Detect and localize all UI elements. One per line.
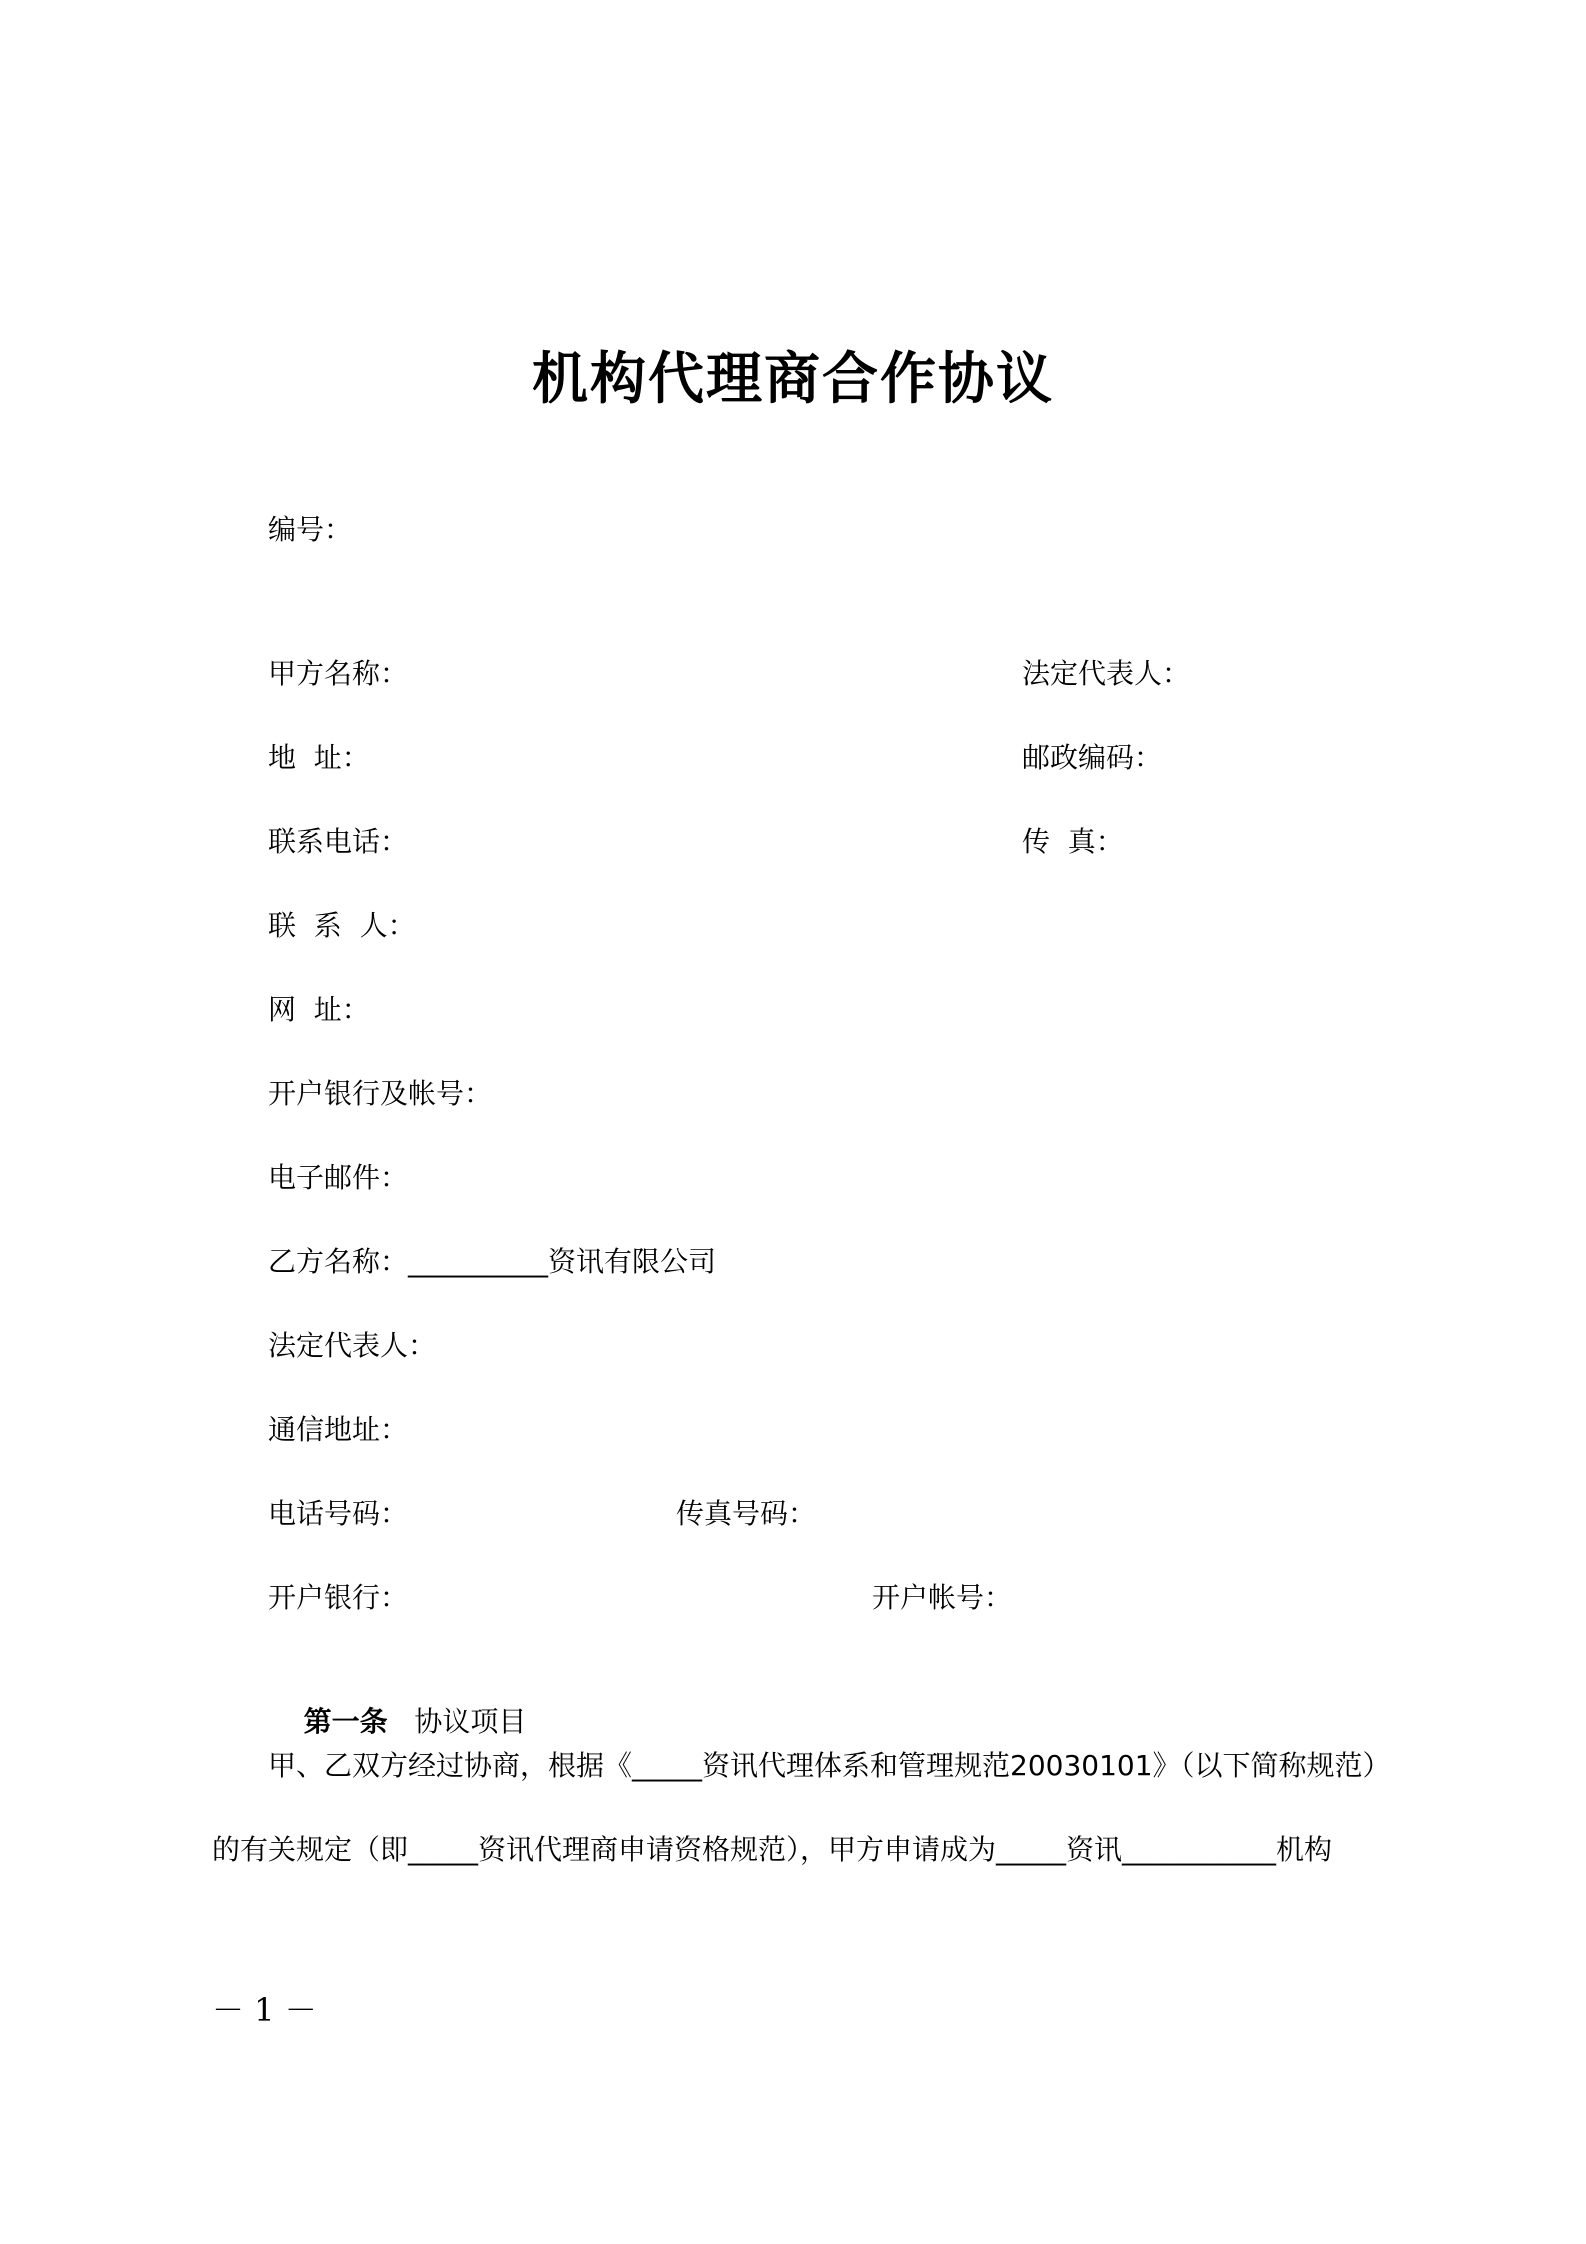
document-title: 机构代理商合作协议 [532, 347, 1054, 412]
party-a-name-label: 甲方名称： [268, 657, 409, 690]
party-a-contact-label: 联 系 人： [268, 909, 416, 942]
party-a-fax-label: 传 真： [1022, 825, 1124, 858]
page-number: － 1 － [212, 1991, 317, 2029]
party-b-account-label: 开户帐号： [872, 1581, 1013, 1614]
party-a-phone-label: 联系电话： [268, 825, 409, 858]
party-a-email-label: 电子邮件： [268, 1161, 409, 1194]
party-a-legal-rep-label: 法定代表人： [1022, 657, 1191, 690]
party-a-address-label: 地 址： [268, 741, 370, 774]
party-b-phone-label: 电话号码： [268, 1497, 409, 1530]
party-b-legal-rep-label: 法定代表人： [268, 1329, 437, 1362]
article-1-title: 协议项目 [414, 1705, 527, 1738]
party-b-bank-label: 开户银行： [268, 1581, 409, 1614]
party-a-website-label: 网 址： [268, 993, 370, 1026]
article-1-line-2: 的有关规定（即_____资讯代理商申请资格规范），甲方申请成为_____资讯___________机构 [212, 1833, 1333, 1866]
party-b-name-label: 乙方名称：__________资讯有限公司 [268, 1245, 717, 1278]
party-a-bank-label: 开户银行及帐号： [268, 1077, 493, 1110]
party-a-postcode-label: 邮政编码： [1022, 741, 1163, 774]
article-1-line-1: 甲、乙双方经过协商，根据《_____资讯代理体系和管理规范20030101》（以下简称规范） [268, 1749, 1391, 1782]
party-b-fax-label: 传真号码： [676, 1497, 817, 1530]
party-b-address-label: 通信地址： [268, 1413, 409, 1446]
article-1-number: 第一条 [303, 1705, 388, 1738]
serial-number-label: 编号： [268, 513, 353, 546]
